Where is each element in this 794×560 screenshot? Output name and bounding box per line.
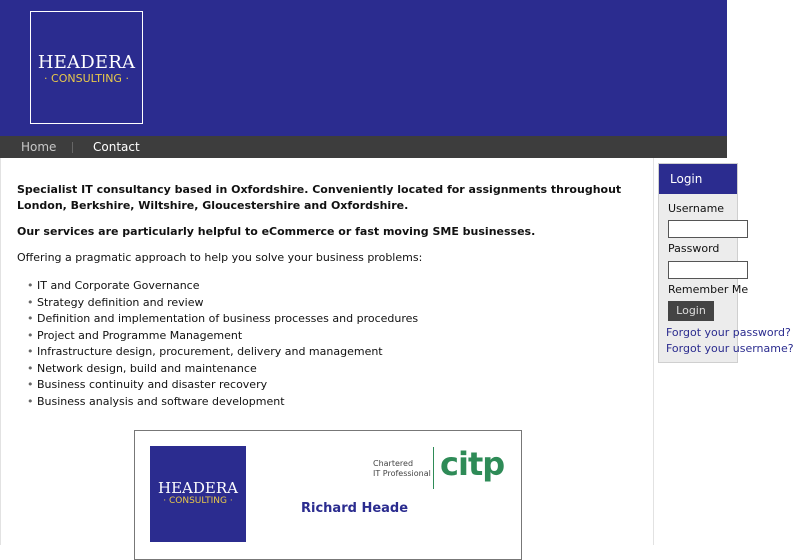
citp-line1: Chartered bbox=[373, 459, 414, 468]
password-label: Password bbox=[668, 242, 720, 255]
citp-line2: IT Professional bbox=[373, 469, 431, 478]
citp-caption bbox=[373, 459, 431, 479]
list-item bbox=[27, 344, 637, 360]
nav-divider bbox=[72, 142, 73, 153]
content-body bbox=[17, 182, 637, 410]
list-item bbox=[27, 394, 637, 410]
bullet-icon: • bbox=[27, 279, 34, 292]
remember-me-label[interactable]: Remember Me bbox=[668, 283, 749, 296]
logo-title: HEADERA bbox=[37, 52, 136, 73]
bullet-icon: • bbox=[27, 295, 34, 309]
service-label: Business continuity and disaster recovery bbox=[37, 378, 268, 391]
business-card-image bbox=[134, 430, 522, 560]
list-item bbox=[27, 361, 637, 377]
bullet-icon: • bbox=[27, 328, 34, 342]
service-label: Project and Programme Management bbox=[37, 328, 243, 342]
bullet-icon: • bbox=[27, 345, 34, 358]
nav-home[interactable]: Home bbox=[21, 140, 57, 154]
bullet-icon: • bbox=[27, 361, 34, 375]
services-list bbox=[17, 278, 637, 410]
services-note: Our services are particularly helpful to eCommerce or fast moving SME businesses. bbox=[17, 225, 536, 238]
intro-text: Specialist IT consultancy based in Oxfordshire. Conveniently located for assignments throughout London, Berkshire, Wiltshire, Gloucestershire and Oxfordshire. bbox=[17, 183, 622, 212]
login-button[interactable]: Login bbox=[668, 301, 714, 321]
site-header bbox=[0, 0, 727, 136]
card-logo-subtitle: · CONSULTING · bbox=[163, 496, 233, 506]
nav-contact[interactable]: Contact bbox=[93, 140, 140, 154]
service-label: IT and Corporate Governance bbox=[37, 279, 200, 292]
service-label: Infrastructure design, procurement, delivery and management bbox=[37, 345, 383, 358]
list-item bbox=[27, 278, 637, 294]
card-logo-title: HEADERA bbox=[158, 479, 238, 497]
approach-text: Offering a pragmatic approach to help you solve your business problems: bbox=[17, 251, 423, 264]
card-logo bbox=[150, 446, 246, 542]
list-item bbox=[27, 377, 637, 393]
password-input[interactable] bbox=[668, 261, 748, 279]
forgot-password-link[interactable]: Forgot your password? bbox=[666, 326, 791, 339]
service-label: Network design, build and maintenance bbox=[37, 361, 257, 375]
citp-logo: citp bbox=[440, 445, 505, 483]
list-item bbox=[27, 311, 637, 327]
login-header bbox=[659, 164, 737, 194]
service-label: Business analysis and software development bbox=[37, 394, 285, 408]
citp-divider bbox=[433, 447, 434, 489]
main-nav bbox=[0, 136, 727, 158]
username-input[interactable] bbox=[668, 220, 748, 238]
login-panel bbox=[658, 163, 794, 363]
logo-subtitle: · CONSULTING · bbox=[44, 72, 129, 85]
username-label: Username bbox=[668, 202, 725, 215]
bullet-icon: • bbox=[27, 394, 34, 408]
site-logo[interactable] bbox=[30, 11, 143, 124]
card-person-name: Richard Heade bbox=[301, 501, 409, 516]
bullet-icon: • bbox=[27, 378, 34, 391]
forgot-username-link[interactable]: Forgot your username? bbox=[666, 342, 794, 355]
bullet-icon: • bbox=[27, 312, 34, 325]
service-label: Strategy definition and review bbox=[37, 295, 204, 309]
login-title: Login bbox=[670, 172, 703, 186]
list-item bbox=[27, 328, 637, 344]
list-item bbox=[27, 295, 637, 311]
service-label: Definition and implementation of business processes and procedures bbox=[37, 312, 419, 325]
